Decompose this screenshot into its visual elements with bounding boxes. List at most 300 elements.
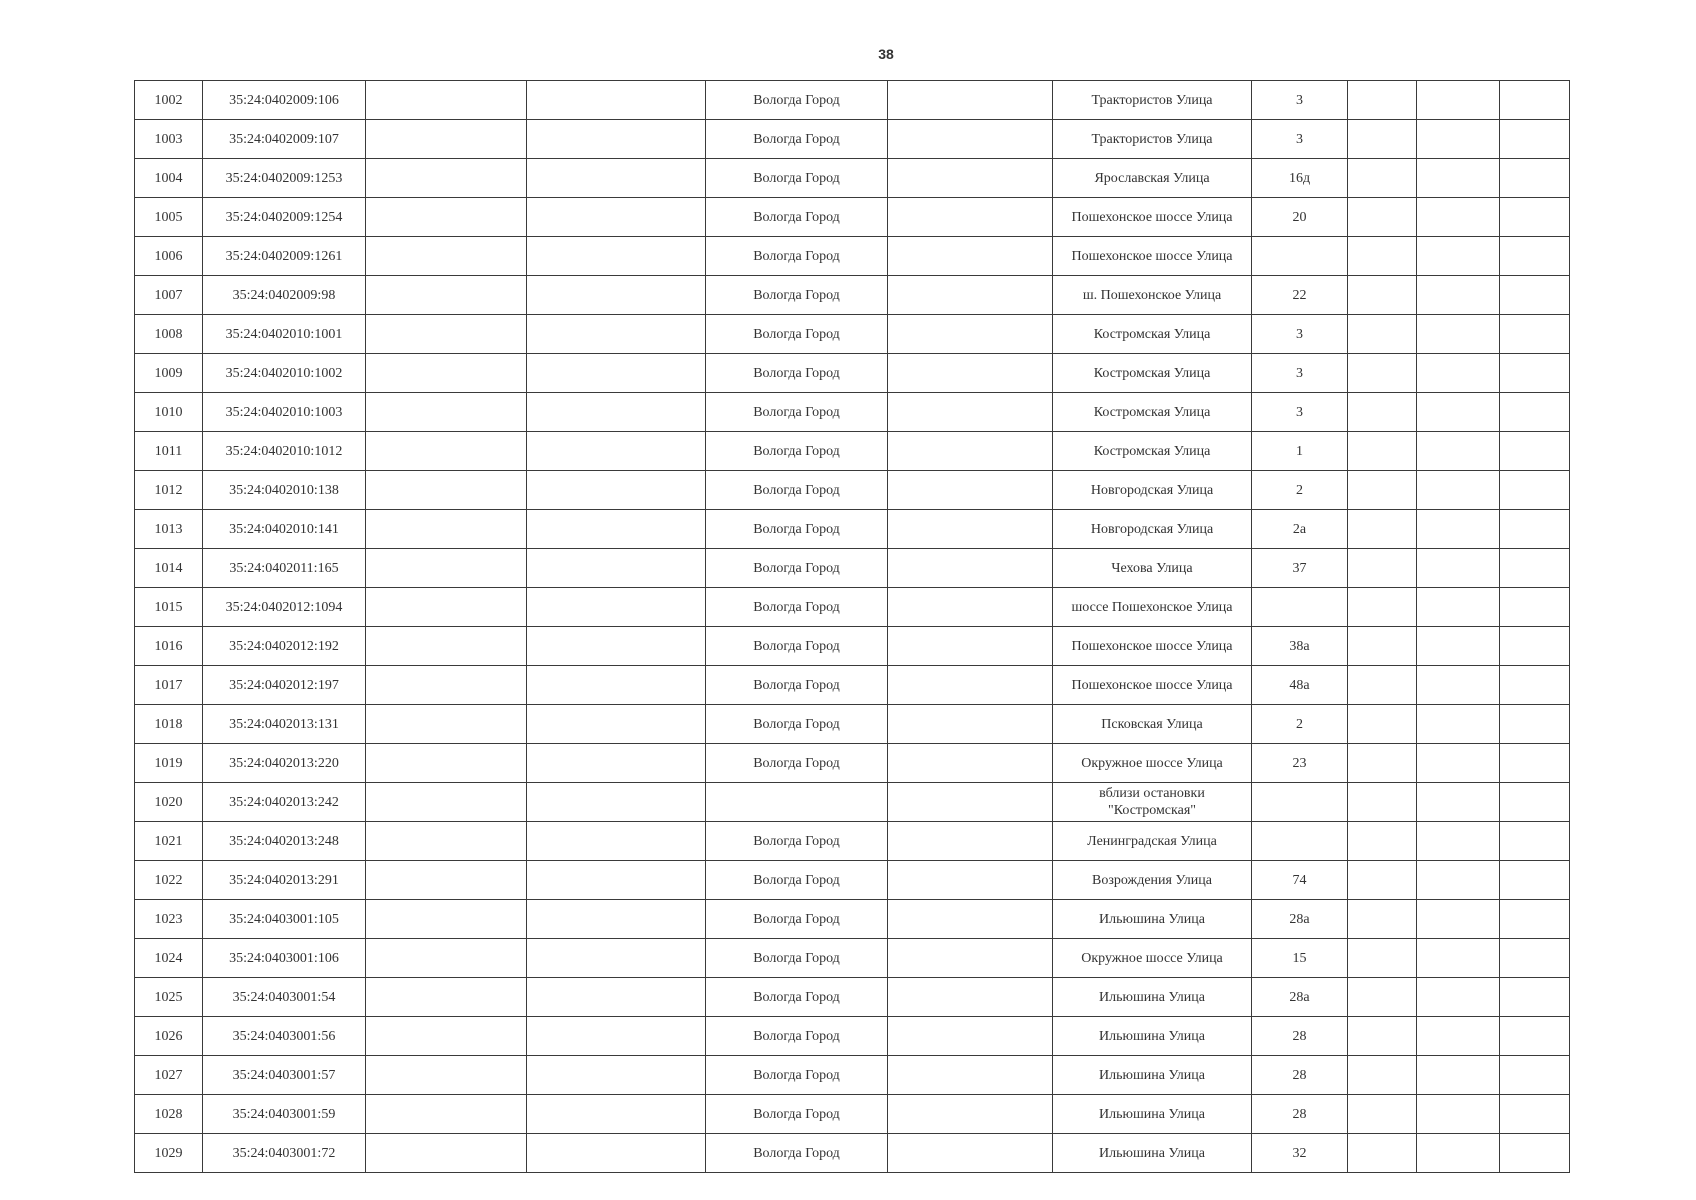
cadastral-number-cell: 35:24:0402012:1094 bbox=[203, 588, 366, 627]
row-number-cell: 1022 bbox=[135, 861, 203, 900]
empty-cell bbox=[366, 393, 527, 432]
empty-cell bbox=[527, 354, 706, 393]
empty-cell bbox=[1417, 1134, 1500, 1173]
locality-cell: Вологда Город bbox=[706, 705, 888, 744]
table-row bbox=[135, 159, 1570, 198]
empty-cell bbox=[1348, 666, 1417, 705]
table-row bbox=[135, 861, 1570, 900]
empty-cell bbox=[527, 198, 706, 237]
empty-cell bbox=[1417, 978, 1500, 1017]
locality-cell: Вологда Город bbox=[706, 315, 888, 354]
table-row bbox=[135, 198, 1570, 237]
empty-cell bbox=[366, 237, 527, 276]
empty-cell bbox=[1417, 315, 1500, 354]
street-cell: Костромская Улица bbox=[1053, 315, 1252, 354]
table-row bbox=[135, 939, 1570, 978]
row-number-cell: 1028 bbox=[135, 1095, 203, 1134]
empty-cell bbox=[1417, 276, 1500, 315]
empty-cell bbox=[888, 978, 1053, 1017]
table-row bbox=[135, 315, 1570, 354]
row-number-cell: 1026 bbox=[135, 1017, 203, 1056]
house-number-cell: 2 bbox=[1252, 705, 1348, 744]
empty-cell bbox=[1348, 861, 1417, 900]
street-cell: шоссе Пошехонское Улица bbox=[1053, 588, 1252, 627]
empty-cell bbox=[1500, 510, 1570, 549]
street-cell: Пошехонское шоссе Улица bbox=[1053, 666, 1252, 705]
empty-cell bbox=[1500, 393, 1570, 432]
house-number-cell: 20 bbox=[1252, 198, 1348, 237]
empty-cell bbox=[366, 666, 527, 705]
street-cell: Окружное шоссе Улица bbox=[1053, 744, 1252, 783]
empty-cell bbox=[1500, 1056, 1570, 1095]
empty-cell bbox=[366, 588, 527, 627]
empty-cell bbox=[1348, 120, 1417, 159]
empty-cell bbox=[1417, 237, 1500, 276]
row-number-cell: 1014 bbox=[135, 549, 203, 588]
empty-cell bbox=[1500, 81, 1570, 120]
table-row bbox=[135, 588, 1570, 627]
row-number-cell: 1007 bbox=[135, 276, 203, 315]
empty-cell bbox=[366, 198, 527, 237]
empty-cell bbox=[527, 159, 706, 198]
house-number-cell bbox=[1252, 588, 1348, 627]
table-row bbox=[135, 666, 1570, 705]
empty-cell bbox=[1500, 978, 1570, 1017]
cadastral-number-cell: 35:24:0402011:165 bbox=[203, 549, 366, 588]
row-number-cell: 1027 bbox=[135, 1056, 203, 1095]
street-cell: Ильюшина Улица bbox=[1053, 1056, 1252, 1095]
row-number-cell: 1003 bbox=[135, 120, 203, 159]
table-row bbox=[135, 978, 1570, 1017]
table-row bbox=[135, 705, 1570, 744]
empty-cell bbox=[366, 354, 527, 393]
street-cell: Ильюшина Улица bbox=[1053, 900, 1252, 939]
house-number-cell: 3 bbox=[1252, 315, 1348, 354]
street-cell: Трактористов Улица bbox=[1053, 81, 1252, 120]
empty-cell bbox=[1500, 159, 1570, 198]
empty-cell bbox=[1348, 393, 1417, 432]
empty-cell bbox=[1500, 1017, 1570, 1056]
empty-cell bbox=[366, 120, 527, 159]
empty-cell bbox=[1348, 1095, 1417, 1134]
row-number-cell: 1011 bbox=[135, 432, 203, 471]
empty-cell bbox=[1417, 705, 1500, 744]
empty-cell bbox=[1417, 822, 1500, 861]
locality-cell: Вологда Город bbox=[706, 627, 888, 666]
house-number-cell: 3 bbox=[1252, 120, 1348, 159]
row-number-cell: 1020 bbox=[135, 783, 203, 822]
empty-cell bbox=[1417, 198, 1500, 237]
table-row bbox=[135, 393, 1570, 432]
empty-cell bbox=[527, 1095, 706, 1134]
empty-cell bbox=[1417, 1095, 1500, 1134]
house-number-cell: 28 bbox=[1252, 1095, 1348, 1134]
locality-cell: Вологда Город bbox=[706, 237, 888, 276]
empty-cell bbox=[1500, 471, 1570, 510]
locality-cell bbox=[706, 783, 888, 822]
empty-cell bbox=[888, 510, 1053, 549]
empty-cell bbox=[1348, 1134, 1417, 1173]
street-cell: Окружное шоссе Улица bbox=[1053, 939, 1252, 978]
table-row bbox=[135, 81, 1570, 120]
empty-cell bbox=[888, 705, 1053, 744]
empty-cell bbox=[366, 315, 527, 354]
empty-cell bbox=[527, 705, 706, 744]
row-number-cell: 1004 bbox=[135, 159, 203, 198]
house-number-cell: 48а bbox=[1252, 666, 1348, 705]
row-number-cell: 1015 bbox=[135, 588, 203, 627]
house-number-cell: 74 bbox=[1252, 861, 1348, 900]
empty-cell bbox=[1348, 276, 1417, 315]
empty-cell bbox=[1348, 705, 1417, 744]
empty-cell bbox=[1417, 861, 1500, 900]
empty-cell bbox=[1500, 744, 1570, 783]
empty-cell bbox=[888, 81, 1053, 120]
table-row bbox=[135, 1134, 1570, 1173]
house-number-cell: 3 bbox=[1252, 81, 1348, 120]
empty-cell bbox=[366, 510, 527, 549]
empty-cell bbox=[1417, 1017, 1500, 1056]
house-number-cell: 2а bbox=[1252, 510, 1348, 549]
empty-cell bbox=[366, 783, 527, 822]
row-number-cell: 1016 bbox=[135, 627, 203, 666]
empty-cell bbox=[1417, 744, 1500, 783]
cadastral-number-cell: 35:24:0403001:106 bbox=[203, 939, 366, 978]
street-cell: Новгородская Улица bbox=[1053, 510, 1252, 549]
empty-cell bbox=[1348, 510, 1417, 549]
empty-cell bbox=[888, 744, 1053, 783]
row-number-cell: 1023 bbox=[135, 900, 203, 939]
cadastral-number-cell: 35:24:0402010:1001 bbox=[203, 315, 366, 354]
empty-cell bbox=[888, 354, 1053, 393]
empty-cell bbox=[888, 237, 1053, 276]
locality-cell: Вологда Город bbox=[706, 939, 888, 978]
row-number-cell: 1017 bbox=[135, 666, 203, 705]
street-cell: Ильюшина Улица bbox=[1053, 1017, 1252, 1056]
empty-cell bbox=[1348, 471, 1417, 510]
locality-cell: Вологда Город bbox=[706, 1134, 888, 1173]
locality-cell: Вологда Город bbox=[706, 861, 888, 900]
empty-cell bbox=[527, 783, 706, 822]
locality-cell: Вологда Город bbox=[706, 744, 888, 783]
empty-cell bbox=[366, 432, 527, 471]
locality-cell: Вологда Город bbox=[706, 276, 888, 315]
empty-cell bbox=[1348, 81, 1417, 120]
empty-cell bbox=[366, 1056, 527, 1095]
empty-cell bbox=[527, 939, 706, 978]
table-row bbox=[135, 471, 1570, 510]
empty-cell bbox=[527, 744, 706, 783]
cadastral-number-cell: 35:24:0402010:1003 bbox=[203, 393, 366, 432]
table-row bbox=[135, 354, 1570, 393]
table-row bbox=[135, 120, 1570, 159]
locality-cell: Вологда Город bbox=[706, 159, 888, 198]
empty-cell bbox=[1500, 939, 1570, 978]
locality-cell: Вологда Город bbox=[706, 666, 888, 705]
cadastral-number-cell: 35:24:0402013:242 bbox=[203, 783, 366, 822]
page-number: 38 bbox=[878, 46, 894, 62]
house-number-cell: 3 bbox=[1252, 393, 1348, 432]
empty-cell bbox=[366, 1095, 527, 1134]
street-cell: Возрождения Улица bbox=[1053, 861, 1252, 900]
empty-cell bbox=[1417, 666, 1500, 705]
row-number-cell: 1021 bbox=[135, 822, 203, 861]
empty-cell bbox=[1348, 588, 1417, 627]
locality-cell: Вологда Город bbox=[706, 1017, 888, 1056]
empty-cell bbox=[888, 861, 1053, 900]
table-row bbox=[135, 627, 1570, 666]
empty-cell bbox=[366, 978, 527, 1017]
cadastral-number-cell: 35:24:0402010:138 bbox=[203, 471, 366, 510]
empty-cell bbox=[1500, 120, 1570, 159]
empty-cell bbox=[888, 627, 1053, 666]
street-cell: Костромская Улица bbox=[1053, 354, 1252, 393]
empty-cell bbox=[1348, 822, 1417, 861]
empty-cell bbox=[888, 822, 1053, 861]
cadastral-number-cell: 35:24:0402009:1261 bbox=[203, 237, 366, 276]
street-cell: Костромская Улица bbox=[1053, 432, 1252, 471]
empty-cell bbox=[527, 432, 706, 471]
empty-cell bbox=[888, 159, 1053, 198]
empty-cell bbox=[1348, 783, 1417, 822]
empty-cell bbox=[366, 861, 527, 900]
locality-cell: Вологда Город bbox=[706, 432, 888, 471]
empty-cell bbox=[527, 393, 706, 432]
street-cell: Ильюшина Улица bbox=[1053, 1134, 1252, 1173]
cadastral-number-cell: 35:24:0402013:220 bbox=[203, 744, 366, 783]
empty-cell bbox=[527, 315, 706, 354]
empty-cell bbox=[888, 315, 1053, 354]
empty-cell bbox=[1348, 432, 1417, 471]
empty-cell bbox=[888, 471, 1053, 510]
house-number-cell: 2 bbox=[1252, 471, 1348, 510]
empty-cell bbox=[1500, 627, 1570, 666]
table-row bbox=[135, 510, 1570, 549]
empty-cell bbox=[527, 510, 706, 549]
empty-cell bbox=[888, 1134, 1053, 1173]
empty-cell bbox=[1417, 549, 1500, 588]
cadastral-number-cell: 35:24:0402009:107 bbox=[203, 120, 366, 159]
empty-cell bbox=[1500, 588, 1570, 627]
locality-cell: Вологда Город bbox=[706, 393, 888, 432]
table-row bbox=[135, 900, 1570, 939]
table-row bbox=[135, 783, 1570, 822]
empty-cell bbox=[888, 939, 1053, 978]
house-number-cell: 22 bbox=[1252, 276, 1348, 315]
empty-cell bbox=[527, 1017, 706, 1056]
street-cell: Костромская Улица bbox=[1053, 393, 1252, 432]
table-row bbox=[135, 744, 1570, 783]
cadastral-number-cell: 35:24:0402010:1002 bbox=[203, 354, 366, 393]
cadastral-number-cell: 35:24:0403001:59 bbox=[203, 1095, 366, 1134]
empty-cell bbox=[366, 1017, 527, 1056]
empty-cell bbox=[1417, 354, 1500, 393]
street-cell: Ленинградская Улица bbox=[1053, 822, 1252, 861]
house-number-cell: 16д bbox=[1252, 159, 1348, 198]
empty-cell bbox=[1500, 315, 1570, 354]
locality-cell: Вологда Город bbox=[706, 549, 888, 588]
house-number-cell bbox=[1252, 822, 1348, 861]
empty-cell bbox=[1500, 900, 1570, 939]
locality-cell: Вологда Город bbox=[706, 588, 888, 627]
row-number-cell: 1009 bbox=[135, 354, 203, 393]
street-cell: ш. Пошехонское Улица bbox=[1053, 276, 1252, 315]
empty-cell bbox=[1348, 198, 1417, 237]
house-number-cell: 28 bbox=[1252, 1017, 1348, 1056]
house-number-cell: 38а bbox=[1252, 627, 1348, 666]
empty-cell bbox=[366, 549, 527, 588]
empty-cell bbox=[888, 120, 1053, 159]
empty-cell bbox=[366, 276, 527, 315]
empty-cell bbox=[1417, 471, 1500, 510]
locality-cell: Вологда Город bbox=[706, 510, 888, 549]
street-cell: Ильюшина Улица bbox=[1053, 1095, 1252, 1134]
cadastral-number-cell: 35:24:0402013:248 bbox=[203, 822, 366, 861]
table-row bbox=[135, 237, 1570, 276]
cadastral-number-cell: 35:24:0403001:54 bbox=[203, 978, 366, 1017]
cadastral-number-cell: 35:24:0402010:141 bbox=[203, 510, 366, 549]
cadastral-number-cell: 35:24:0402013:291 bbox=[203, 861, 366, 900]
table-row bbox=[135, 1017, 1570, 1056]
cadastral-number-cell: 35:24:0403001:72 bbox=[203, 1134, 366, 1173]
empty-cell bbox=[1348, 1056, 1417, 1095]
empty-cell bbox=[1348, 900, 1417, 939]
empty-cell bbox=[527, 1134, 706, 1173]
table-row bbox=[135, 549, 1570, 588]
empty-cell bbox=[1500, 666, 1570, 705]
empty-cell bbox=[1500, 276, 1570, 315]
empty-cell bbox=[888, 783, 1053, 822]
cadastral-number-cell: 35:24:0402012:197 bbox=[203, 666, 366, 705]
empty-cell bbox=[1500, 549, 1570, 588]
cadastral-number-cell: 35:24:0402009:106 bbox=[203, 81, 366, 120]
street-cell: Пошехонское шоссе Улица bbox=[1053, 237, 1252, 276]
house-number-cell: 1 bbox=[1252, 432, 1348, 471]
locality-cell: Вологда Город bbox=[706, 81, 888, 120]
locality-cell: Вологда Город bbox=[706, 120, 888, 159]
register-table bbox=[134, 80, 1570, 1173]
street-cell: Ильюшина Улица bbox=[1053, 978, 1252, 1017]
cadastral-number-cell: 35:24:0402009:1254 bbox=[203, 198, 366, 237]
row-number-cell: 1005 bbox=[135, 198, 203, 237]
empty-cell bbox=[527, 978, 706, 1017]
empty-cell bbox=[366, 705, 527, 744]
cadastral-number-cell: 35:24:0402009:98 bbox=[203, 276, 366, 315]
empty-cell bbox=[1500, 1095, 1570, 1134]
empty-cell bbox=[366, 159, 527, 198]
empty-cell bbox=[1417, 510, 1500, 549]
empty-cell bbox=[366, 744, 527, 783]
empty-cell bbox=[1500, 705, 1570, 744]
row-number-cell: 1010 bbox=[135, 393, 203, 432]
empty-cell bbox=[1348, 627, 1417, 666]
cadastral-number-cell: 35:24:0403001:57 bbox=[203, 1056, 366, 1095]
row-number-cell: 1029 bbox=[135, 1134, 203, 1173]
row-number-cell: 1006 bbox=[135, 237, 203, 276]
empty-cell bbox=[1348, 1017, 1417, 1056]
empty-cell bbox=[527, 549, 706, 588]
empty-cell bbox=[1417, 588, 1500, 627]
row-number-cell: 1024 bbox=[135, 939, 203, 978]
house-number-cell: 28а bbox=[1252, 978, 1348, 1017]
empty-cell bbox=[527, 1056, 706, 1095]
locality-cell: Вологда Город bbox=[706, 978, 888, 1017]
house-number-cell: 15 bbox=[1252, 939, 1348, 978]
street-cell: Ярославская Улица bbox=[1053, 159, 1252, 198]
street-cell: Трактористов Улица bbox=[1053, 120, 1252, 159]
table-row bbox=[135, 276, 1570, 315]
row-number-cell: 1018 bbox=[135, 705, 203, 744]
empty-cell bbox=[527, 276, 706, 315]
empty-cell bbox=[527, 588, 706, 627]
empty-cell bbox=[1348, 939, 1417, 978]
empty-cell bbox=[888, 1017, 1053, 1056]
empty-cell bbox=[1348, 549, 1417, 588]
empty-cell bbox=[888, 549, 1053, 588]
locality-cell: Вологда Город bbox=[706, 1095, 888, 1134]
street-cell: Чехова Улица bbox=[1053, 549, 1252, 588]
empty-cell bbox=[1500, 237, 1570, 276]
cadastral-number-cell: 35:24:0402012:192 bbox=[203, 627, 366, 666]
row-number-cell: 1002 bbox=[135, 81, 203, 120]
empty-cell bbox=[527, 666, 706, 705]
empty-cell bbox=[1348, 978, 1417, 1017]
empty-cell bbox=[888, 276, 1053, 315]
empty-cell bbox=[1500, 354, 1570, 393]
locality-cell: Вологда Город bbox=[706, 822, 888, 861]
empty-cell bbox=[1348, 237, 1417, 276]
house-number-cell: 28 bbox=[1252, 1056, 1348, 1095]
cadastral-number-cell: 35:24:0402009:1253 bbox=[203, 159, 366, 198]
empty-cell bbox=[527, 81, 706, 120]
house-number-cell: 37 bbox=[1252, 549, 1348, 588]
table-row bbox=[135, 822, 1570, 861]
empty-cell bbox=[366, 900, 527, 939]
locality-cell: Вологда Город bbox=[706, 471, 888, 510]
empty-cell bbox=[1417, 159, 1500, 198]
house-number-cell: 23 bbox=[1252, 744, 1348, 783]
empty-cell bbox=[1417, 627, 1500, 666]
empty-cell bbox=[1500, 861, 1570, 900]
empty-cell bbox=[366, 81, 527, 120]
street-cell: Псковская Улица bbox=[1053, 705, 1252, 744]
empty-cell bbox=[527, 861, 706, 900]
empty-cell bbox=[1348, 744, 1417, 783]
table-row bbox=[135, 432, 1570, 471]
empty-cell bbox=[1417, 783, 1500, 822]
empty-cell bbox=[888, 1056, 1053, 1095]
empty-cell bbox=[527, 120, 706, 159]
empty-cell bbox=[1348, 315, 1417, 354]
locality-cell: Вологда Город bbox=[706, 900, 888, 939]
empty-cell bbox=[527, 900, 706, 939]
row-number-cell: 1012 bbox=[135, 471, 203, 510]
street-cell: вблизи остановки "Костромская" bbox=[1053, 783, 1252, 822]
empty-cell bbox=[888, 666, 1053, 705]
empty-cell bbox=[1348, 354, 1417, 393]
empty-cell bbox=[888, 393, 1053, 432]
empty-cell bbox=[527, 237, 706, 276]
house-number-cell bbox=[1252, 237, 1348, 276]
empty-cell bbox=[366, 471, 527, 510]
empty-cell bbox=[1417, 900, 1500, 939]
street-cell: Новгородская Улица bbox=[1053, 471, 1252, 510]
empty-cell bbox=[888, 588, 1053, 627]
house-number-cell: 28а bbox=[1252, 900, 1348, 939]
empty-cell bbox=[1500, 198, 1570, 237]
empty-cell bbox=[1500, 783, 1570, 822]
locality-cell: Вологда Город bbox=[706, 1056, 888, 1095]
